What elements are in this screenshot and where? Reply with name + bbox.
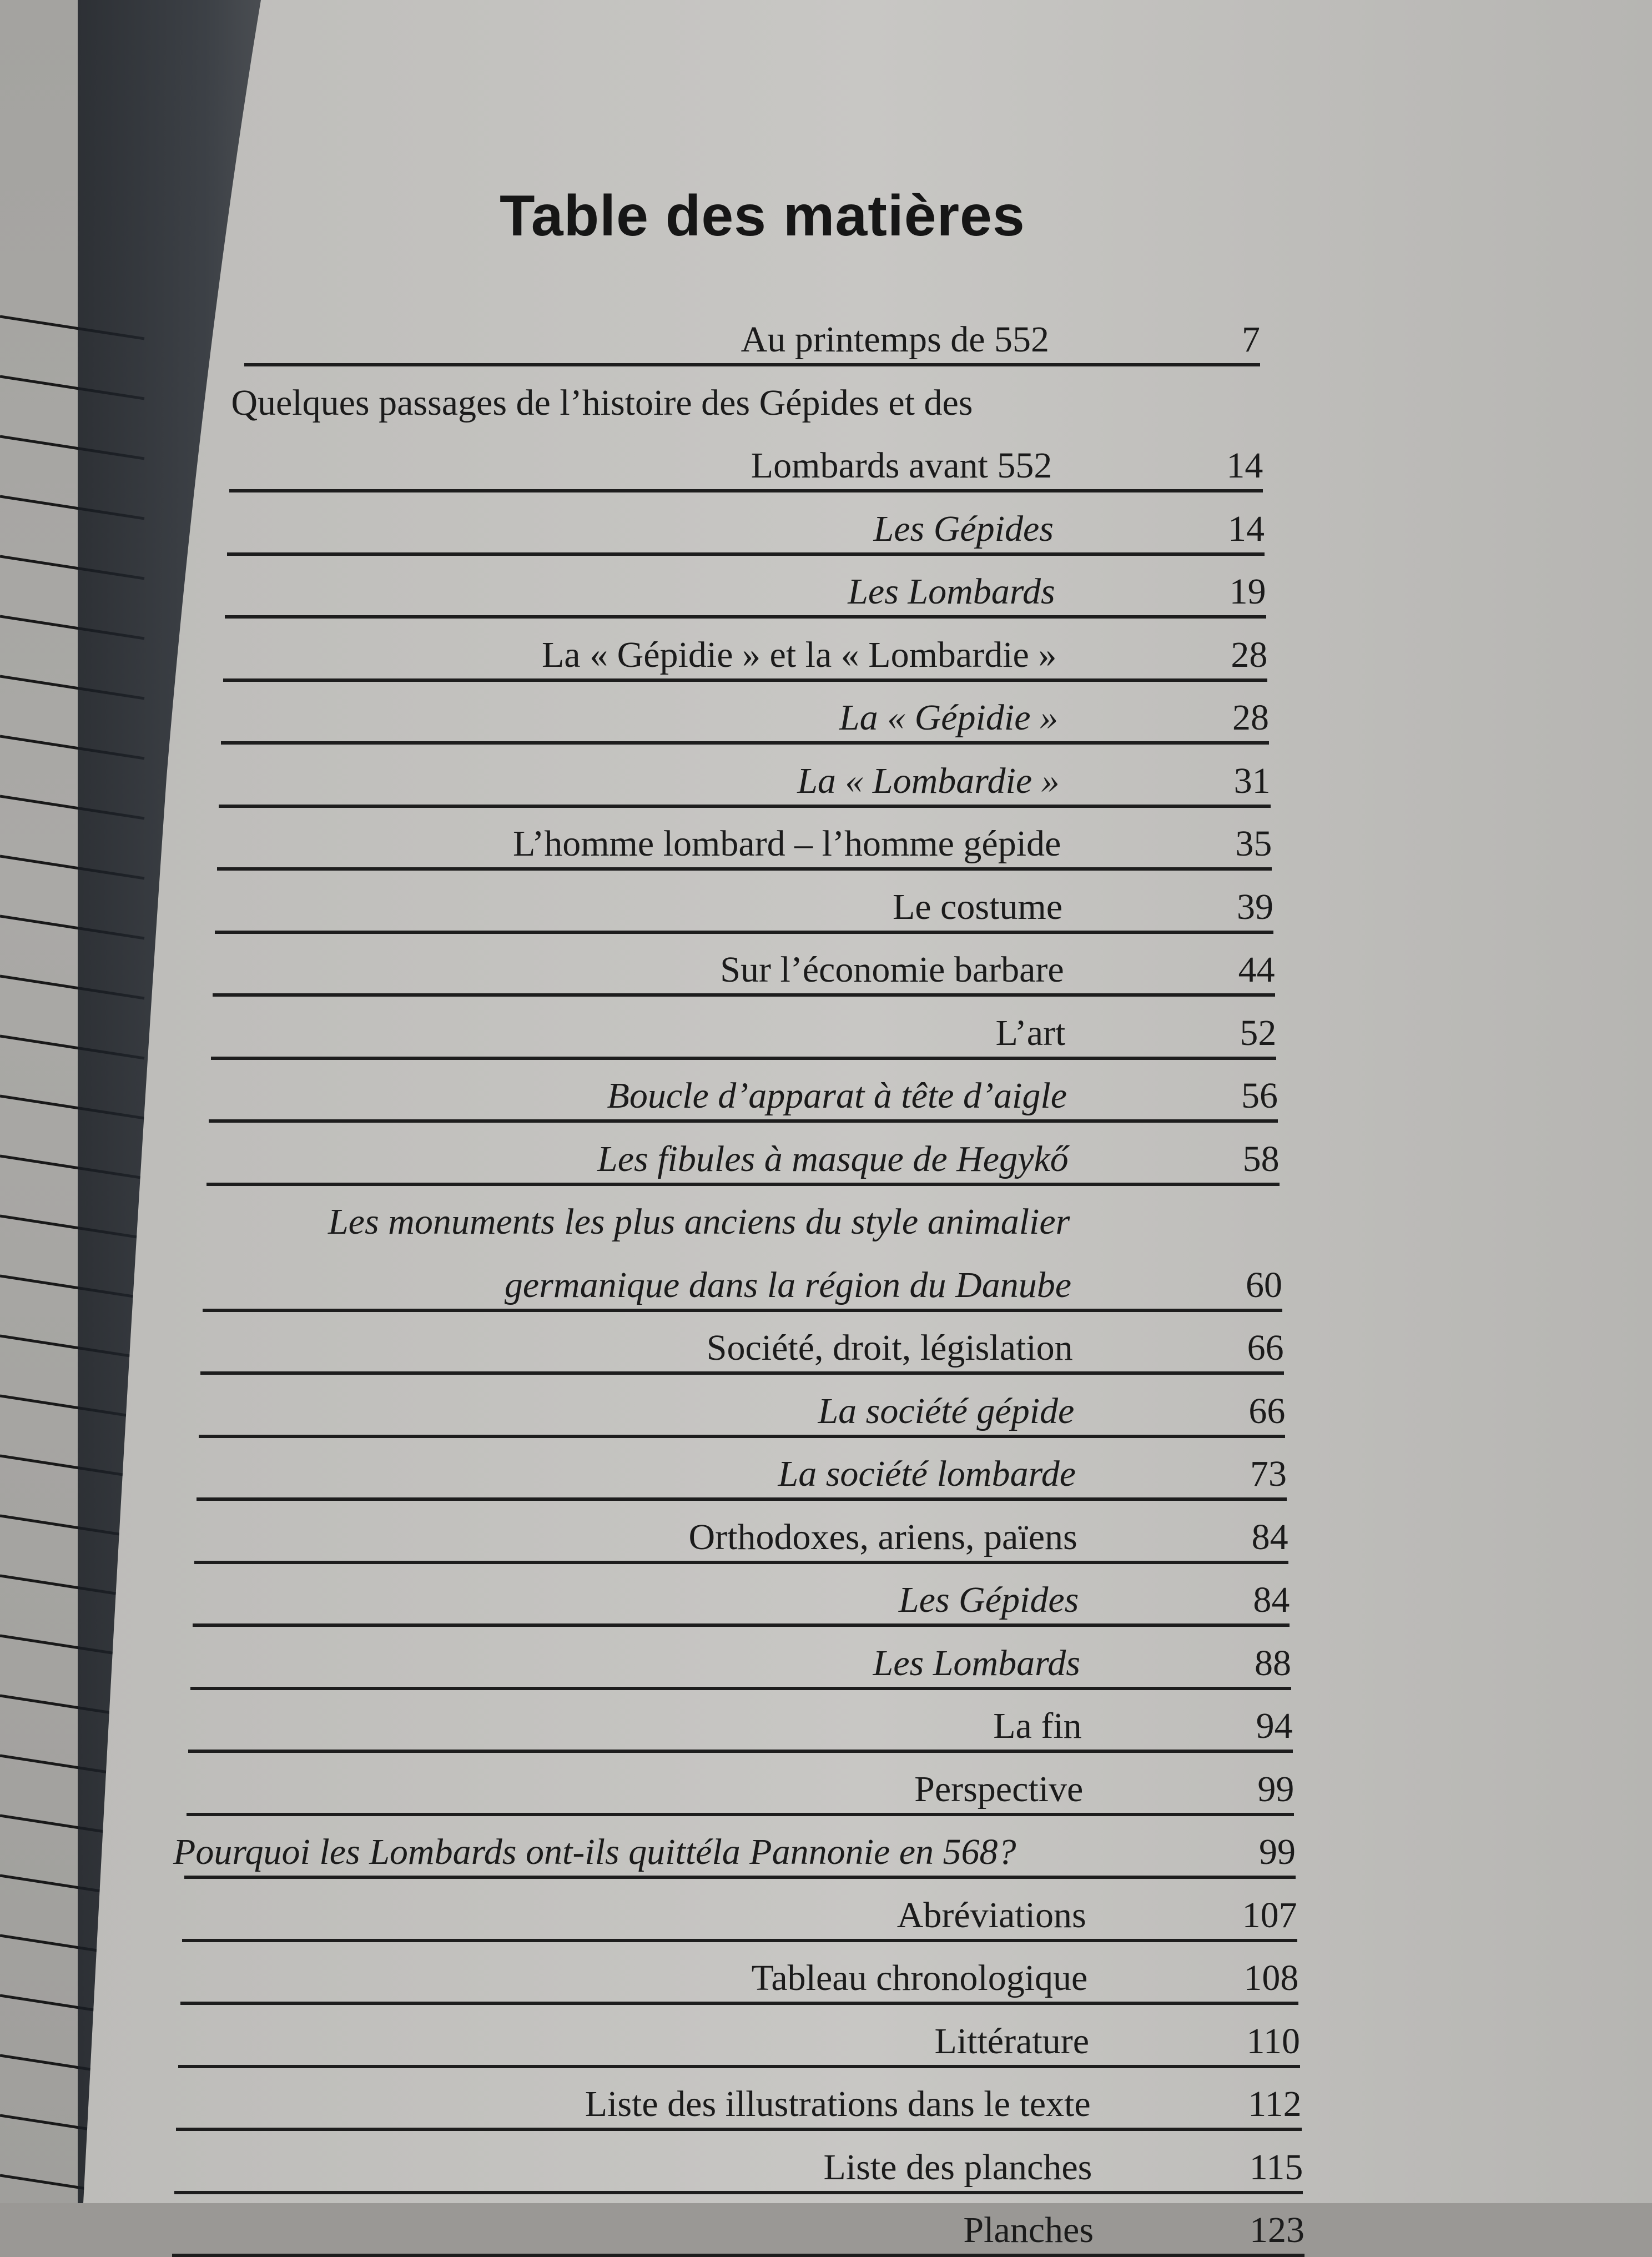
- toc-entry-rule: [182, 1939, 1297, 1942]
- toc-entry-rule: [219, 805, 1270, 808]
- toc-entry: [188, 1695, 1292, 1753]
- toc-entry-page: 60: [1246, 1264, 1282, 1305]
- toc-entry-title: Les Gépides: [898, 1580, 1079, 1620]
- toc-entry-page: 88: [1255, 1642, 1291, 1683]
- toc-entry-rule: [211, 1057, 1277, 1060]
- toc-entry: [244, 309, 1260, 366]
- toc-entry-title: Le costume: [892, 886, 1062, 927]
- toc-entry: [209, 1065, 1278, 1123]
- toc-entry: [193, 1569, 1290, 1627]
- toc-entry: [187, 1758, 1295, 1816]
- toc-entry-title: Au printemps de 552: [741, 319, 1049, 360]
- toc-entry-rule: [244, 363, 1260, 366]
- toc-entry-page: 44: [1238, 949, 1275, 990]
- toc-entry-rule: [217, 867, 1272, 871]
- toc-entry: [221, 687, 1269, 745]
- toc-entry-title: Littérature: [934, 2020, 1089, 2062]
- toc-entry-page: 14: [1228, 508, 1265, 549]
- toc-entry-page: 56: [1241, 1075, 1278, 1116]
- toc-entry-rule: [176, 2128, 1301, 2131]
- toc-entry-rule: [187, 1813, 1295, 1816]
- toc-entry: [199, 1380, 1286, 1438]
- toc-entry-title: Orthodoxes, ariens, païens: [688, 1516, 1077, 1557]
- toc-entry-page: 7: [1242, 319, 1260, 360]
- toc-entry-page: 31: [1233, 760, 1271, 801]
- toc-entry-title: Abréviations: [896, 1894, 1086, 1936]
- toc-entry-page: 52: [1240, 1012, 1277, 1053]
- toc-entry-rule: [197, 1497, 1287, 1501]
- toc-entry-rule: [227, 552, 1265, 556]
- toc-entry-title: La « Gépidie »: [839, 697, 1058, 738]
- toc-entry-page: 66: [1247, 1328, 1284, 1368]
- toc-entry-rule: [193, 1623, 1290, 1627]
- toc-entry: [173, 1821, 1296, 1879]
- toc-entry-rule: [223, 678, 1268, 682]
- toc-entry-title: Perspective: [914, 1768, 1084, 1809]
- toc-entry-rule: [184, 1876, 1296, 1879]
- toc-entry-rule: [215, 931, 1273, 934]
- toc-entry-title: Boucle d’apparat à tête d’aigle: [607, 1075, 1067, 1116]
- toc-entry-rule: [213, 993, 1275, 997]
- toc-entry: [227, 498, 1265, 556]
- toc-entry-page: 28: [1231, 634, 1268, 675]
- toc-entry-title: La société lombarde: [778, 1454, 1076, 1494]
- toc-entry-title: La fin: [993, 1706, 1082, 1746]
- toc-entry-title: Liste des illustrations dans le texte: [585, 2084, 1091, 2124]
- toc-entry-rule: [221, 741, 1269, 745]
- toc-entry-rule: [180, 2002, 1299, 2005]
- toc-entry-title: Lombards avant 552: [751, 445, 1052, 486]
- toc-entry: [194, 1506, 1288, 1564]
- toc-entry: [176, 2073, 1301, 2131]
- toc-entry-page: 99: [1257, 1768, 1295, 1809]
- toc-entry-title: Tableau chronologique: [751, 1958, 1088, 1998]
- toc-entry-page: 19: [1229, 571, 1266, 612]
- toc-entry-title: Planches: [963, 2210, 1094, 2250]
- toc-entry-title: Pourquoi les Lombards ont-ils quittéla Pannonie en 568?: [173, 1832, 1016, 1872]
- toc-entry-title: Les Lombards: [848, 571, 1055, 612]
- toc-entry-rule: [172, 2254, 1305, 2257]
- toc-entry-rule: [190, 1687, 1291, 1690]
- toc-entry-title: Les Lombards: [873, 1642, 1080, 1683]
- toc-entry-title: Les Gépides: [873, 508, 1054, 549]
- toc-entry-page: 84: [1253, 1580, 1290, 1620]
- toc-entry-page: 99: [1259, 1832, 1296, 1872]
- toc-entry: [206, 1128, 1279, 1186]
- toc-entry-title: La « Lombardie »: [797, 760, 1060, 801]
- toc-entry-rule: [206, 1183, 1279, 1186]
- toc-entry-rule: [209, 1119, 1278, 1123]
- toc-entry: [180, 1947, 1299, 2005]
- toc-entry-rule: [225, 615, 1266, 619]
- toc-entry: [174, 2137, 1303, 2194]
- toc-entry: [225, 561, 1266, 619]
- toc-entry: [215, 876, 1273, 934]
- toc-entry-rule: [229, 489, 1263, 492]
- toc-entry-page: 39: [1237, 886, 1273, 927]
- toc-entry-rule: [194, 1561, 1288, 1564]
- toc-entry-page: 115: [1249, 2147, 1303, 2188]
- toc-entry-page: 94: [1256, 1706, 1293, 1746]
- toc-entry: [219, 750, 1270, 808]
- page-title: Table des matières: [500, 184, 1025, 248]
- toc-entry-page: 108: [1243, 1958, 1299, 1998]
- toc-entry: [231, 372, 1261, 430]
- toc-entry-title: Les monuments les plus anciens du style animalier: [328, 1202, 1070, 1242]
- toc-entry-page: 112: [1248, 2084, 1302, 2124]
- toc-entry-title: La « Gépidie » et la « Lombardie »: [541, 634, 1057, 675]
- toc-entry-rule: [199, 1435, 1286, 1438]
- toc-entry-rule: [200, 1371, 1283, 1375]
- toc-entry-title: Quelques passages de l’histoire des Gépides et des: [231, 382, 973, 423]
- toc-entry-title: L’art: [995, 1012, 1066, 1053]
- toc-entry-title: La société gépide: [818, 1390, 1075, 1431]
- toc-entry-rule: [178, 2065, 1300, 2068]
- toc-entry-title: Les fibules à masque de Hegykő: [597, 1138, 1069, 1179]
- toc-entry-page: 14: [1226, 445, 1263, 486]
- toc-entry-page: 35: [1235, 823, 1272, 864]
- toc-entry-title: germanique dans la région du Danube: [504, 1264, 1071, 1305]
- toc-entry: [217, 813, 1272, 871]
- toc-entry-rule: [188, 1750, 1292, 1753]
- toc-entry-page: 107: [1242, 1894, 1297, 1936]
- toc-entry-page: 58: [1242, 1138, 1280, 1179]
- toc-entry: [200, 1317, 1283, 1375]
- toc-entry: [211, 1002, 1277, 1060]
- toc-entry-rule: [203, 1309, 1282, 1312]
- toc-entry-page: 66: [1248, 1390, 1286, 1431]
- toc-entry-title: Liste des planches: [823, 2147, 1092, 2188]
- toc-entry-page: 73: [1250, 1454, 1287, 1494]
- toc-entry-page: 123: [1250, 2210, 1305, 2250]
- toc-entry: [197, 1443, 1287, 1501]
- toc-entry: [229, 435, 1263, 492]
- toc-entry-page: 28: [1232, 697, 1269, 738]
- toc-entry-rule: [174, 2191, 1303, 2194]
- toc-entry: [182, 1884, 1297, 1942]
- toc-entry: [190, 1632, 1291, 1690]
- toc-entry-title: L’homme lombard – l’homme gépide: [512, 823, 1061, 864]
- toc-entry: [203, 1254, 1282, 1312]
- toc-entry: [223, 624, 1268, 682]
- toc-entry-page: 84: [1251, 1516, 1288, 1557]
- toc-entry: [172, 2199, 1305, 2257]
- toc-entry-page: 110: [1246, 2020, 1300, 2062]
- toc-entry: [205, 1191, 1281, 1249]
- toc-entry: [213, 939, 1275, 997]
- toc-entry-title: Société, droit, législation: [706, 1328, 1073, 1368]
- toc-entry-title: Sur l’économie barbare: [720, 949, 1064, 990]
- toc-entry: [178, 2010, 1300, 2068]
